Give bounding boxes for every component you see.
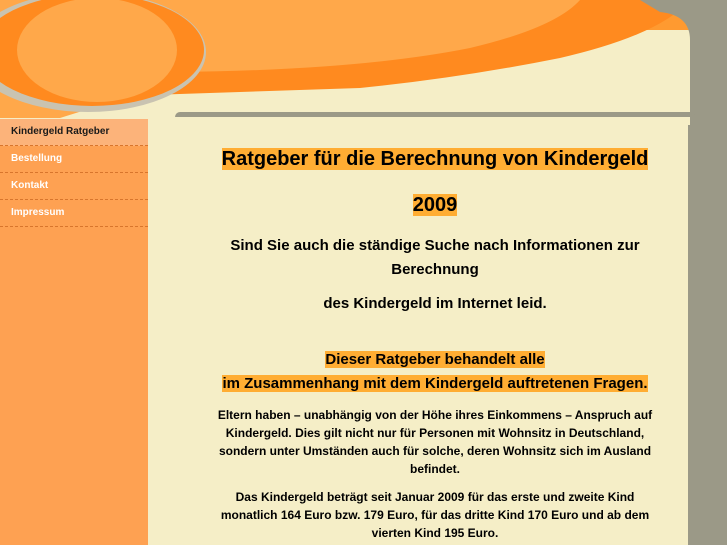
page-title-line2: 2009 xyxy=(412,194,458,216)
highlight-line1: Dieser Ratgeber behandelt alle xyxy=(325,351,545,368)
header-banner xyxy=(0,0,727,125)
sidebar-item-kindergeld-ratgeber[interactable]: Kindergeld Ratgeber xyxy=(0,119,148,146)
paragraph-kindergeld-betrag xyxy=(180,488,690,542)
para2-line2: monatlich 164 Euro bzw. 179 Euro, für das dritte Kind 170 Euro und ab dem xyxy=(220,508,650,522)
page-title-year xyxy=(180,188,690,222)
content-body xyxy=(180,142,690,542)
intro-line1: Sind Sie auch die ständige Suche nach Informationen zur xyxy=(230,237,640,254)
sidebar-item-impressum[interactable]: Impressum xyxy=(0,200,148,227)
page-title xyxy=(180,142,690,176)
content-top-rule xyxy=(175,112,695,117)
para1-line4: befindet. xyxy=(410,462,460,476)
sidebar-item-bestellung[interactable]: Bestellung xyxy=(0,146,148,173)
para1-line3: sondern unter Umständen auch für solche, deren Wohnsitz sich im Ausland xyxy=(218,444,652,458)
para1-line2: Kindergeld. Dies gilt nicht nur für Personen mit Wohnsitz in Deutschland, xyxy=(225,426,645,440)
paragraph-eltern xyxy=(180,406,690,478)
intro-line3: des Kindergeld im Internet leid. xyxy=(323,295,547,312)
highlight-line2: im Zusammenhang mit dem Kindergeld auftretenen Fragen. xyxy=(222,375,648,392)
intro-line2: Berechnung xyxy=(391,261,479,278)
highlight-line1-wrap xyxy=(180,348,690,372)
sidebar xyxy=(0,119,148,545)
sidebar-menu xyxy=(0,119,148,227)
para2-line3: vierten Kind 195 Euro. xyxy=(371,526,499,540)
main-content xyxy=(175,112,695,545)
para1-line1: Eltern haben – unabhängig von der Höhe ihres Einkommens – Anspruch auf xyxy=(217,408,653,422)
para2-line1: Das Kindergeld beträgt seit Januar 2009 für das erste und zweite Kind xyxy=(235,490,635,504)
page-title-line1: Ratgeber für die Berechnung von Kindergeld xyxy=(221,148,649,170)
sidebar-item-kontakt[interactable]: Kontakt xyxy=(0,173,148,200)
highlight-line2-wrap xyxy=(180,372,690,396)
